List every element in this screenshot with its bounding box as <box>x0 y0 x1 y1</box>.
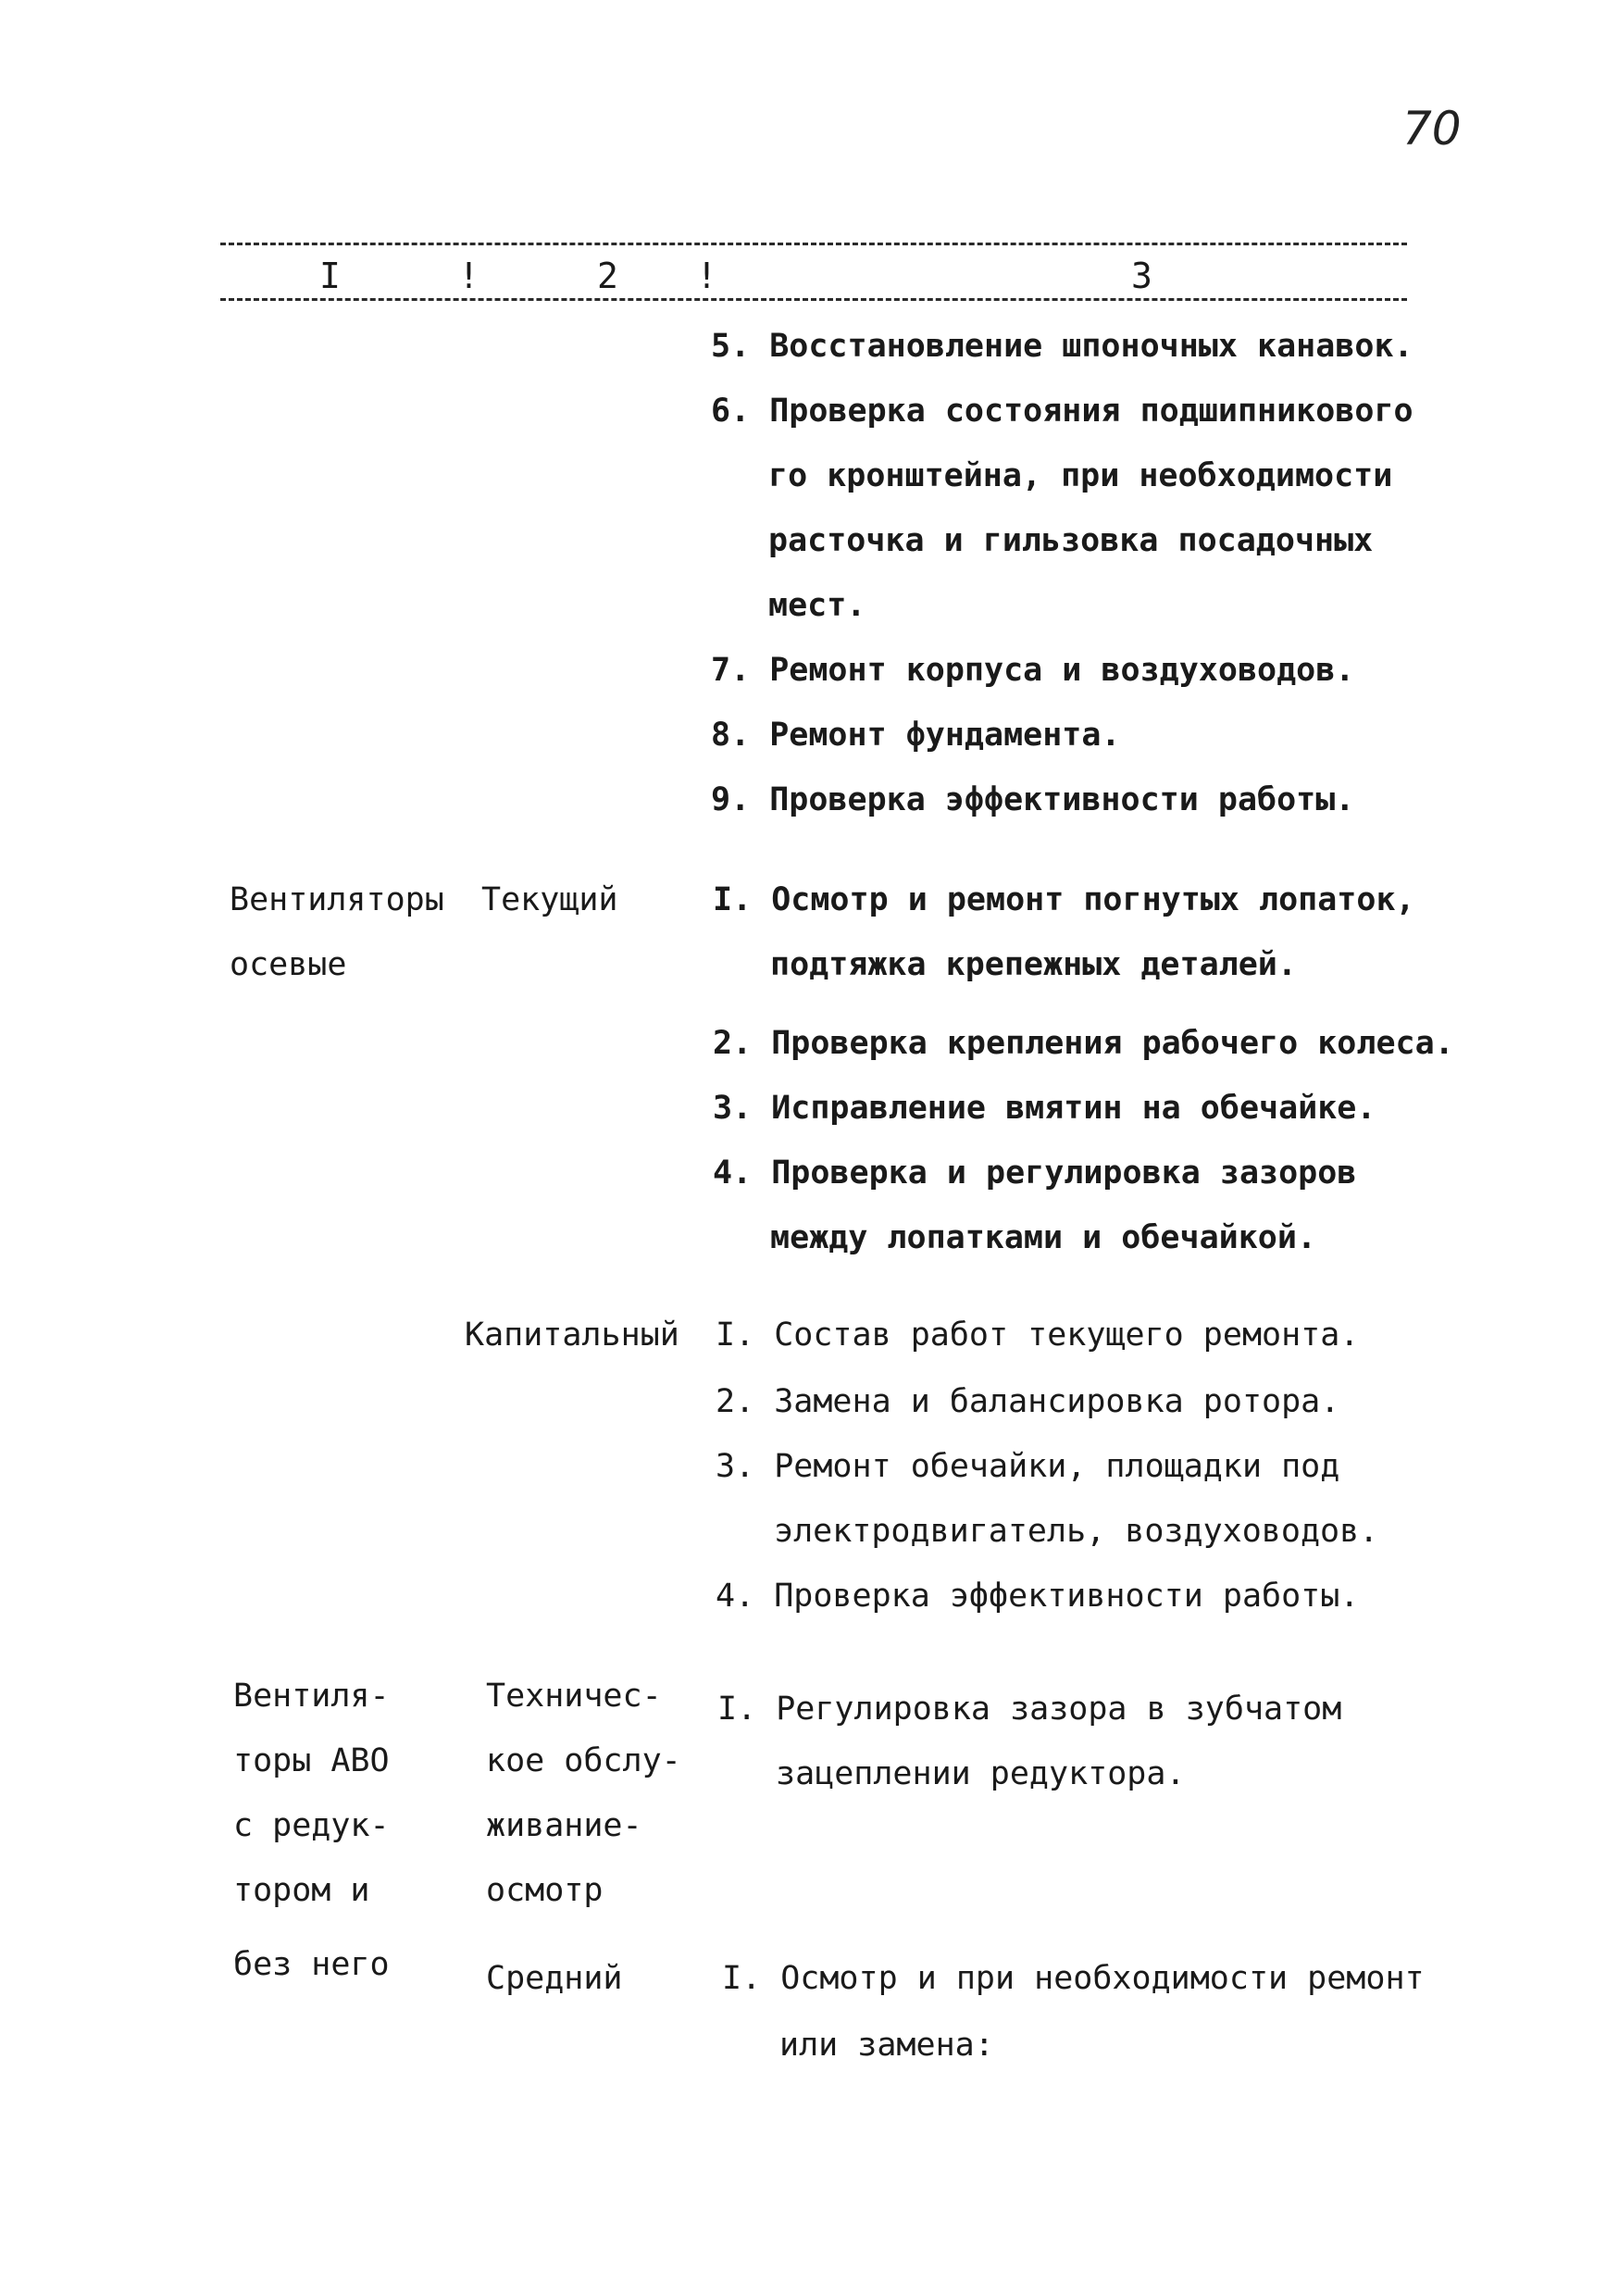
column-separator-1: ! <box>458 256 479 296</box>
list-item: 2. Проверка крепления рабочего колеса. <box>713 1025 1454 1062</box>
equipment-name: Вентиля- <box>233 1678 390 1715</box>
list-item: 8. Ремонт фундамента. <box>711 717 1121 754</box>
list-item: I. Регулировка зазора в зубчатом <box>717 1691 1342 1728</box>
list-item-continuation: или замена: <box>779 2027 994 2064</box>
list-item: 3. Исправление вмятин на обечайке. <box>713 1090 1376 1127</box>
list-item-continuation: электродвигатель, воздуховодов. <box>774 1513 1379 1550</box>
list-item: 4. Проверка и регулировка зазоров <box>713 1154 1357 1192</box>
list-item: I. Осмотр и при необходимости ремонт <box>722 1960 1425 1997</box>
equipment-name: торы АВО <box>233 1742 390 1779</box>
repair-type: Текущий <box>481 881 618 918</box>
list-item-continuation: подтяжка крепежных деталей. <box>770 946 1297 983</box>
repair-type: Средний <box>486 1960 623 1997</box>
column-header-1: I <box>319 256 341 296</box>
list-item: I. Состав работ текущего ремонта. <box>716 1316 1360 1354</box>
page-number: 70 <box>1402 102 1462 156</box>
repair-type: кое обслу- <box>486 1742 681 1779</box>
list-item-continuation: мест. <box>768 587 866 624</box>
list-item: 3. Ремонт обечайки, площадки под <box>716 1448 1340 1485</box>
equipment-name: с редук- <box>233 1807 390 1844</box>
equipment-name: без него <box>233 1946 390 1983</box>
list-item: 9. Проверка эффективности работы. <box>711 781 1355 818</box>
list-item-continuation: между лопатками и обечайкой. <box>770 1219 1317 1256</box>
list-item-continuation: го кронштейна, при необходимости <box>768 457 1393 494</box>
list-item: 7. Ремонт корпуса и воздуховодов. <box>711 652 1355 689</box>
list-item: I. Осмотр и ремонт погнутых лопаток, <box>713 881 1415 918</box>
list-item-continuation: расточка и гильзовка посадочных <box>768 522 1374 559</box>
equipment-name: Вентиляторы <box>230 881 444 918</box>
column-header-3: 3 <box>1131 256 1152 296</box>
header-rule-top <box>220 243 1407 245</box>
list-item: 6. Проверка состояния подшипникового <box>711 393 1414 430</box>
list-item: 4. Проверка эффективности работы. <box>716 1578 1360 1615</box>
list-item-continuation: зацеплении редуктора. <box>776 1755 1186 1792</box>
list-item: 5. Восстановление шпоночных канавок. <box>711 328 1414 365</box>
repair-type: живание- <box>486 1807 642 1844</box>
equipment-name: осевые <box>230 946 347 983</box>
list-item: 2. Замена и балансировка ротора. <box>716 1383 1340 1420</box>
repair-type: Техничес- <box>486 1678 662 1715</box>
column-separator-2: ! <box>696 256 717 296</box>
column-header-2: 2 <box>597 256 618 296</box>
repair-type: Капитальный <box>465 1316 679 1354</box>
header-rule-bottom <box>220 298 1407 301</box>
repair-type: осмотр <box>486 1872 604 1909</box>
equipment-name: тором и <box>233 1872 370 1909</box>
